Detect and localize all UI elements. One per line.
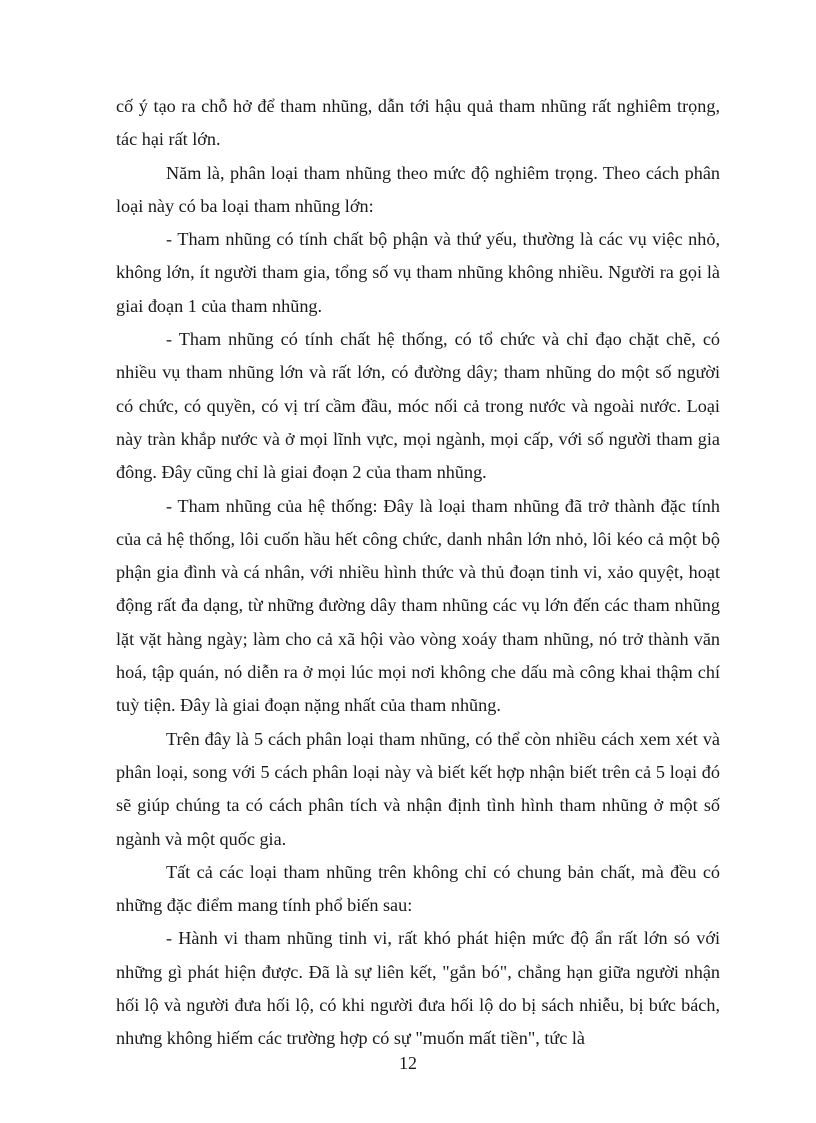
list-item: - Tham nhũng có tính chất bộ phận và thứ yếu, thường là các vụ việc nhỏ, không lớn, ít người tham gia, tổng số vụ tham nhũng không nhiều. Người ra gọi là giai đoạn 1 của tham nhũng.: [116, 229, 720, 316]
paragraph: Trên đây là 5 cách phân loại tham nhũng, có thể còn nhiều cách xem xét và phân loại, song với 5 cách phân loại này và biết kết hợp nhận biết trên cả 5 loại đó sẽ giúp chúng ta có cách phân tích và nhận định tình hình tham nhũng ở một số ngành và một quốc gia.: [116, 728, 720, 849]
list-item: - Tham nhũng có tính chất hệ thống, có tổ chức và chỉ đạo chặt chẽ, có nhiều vụ tham nhũng lớn và rất lớn, có đường dây; tham nhũng do một số người có chức, có quyền, có vị trí cầm đầu, móc nối cả trong nước và ngoài nước. Loại này tràn khắp nước và ở mọi lĩnh vực, mọi ngành, mọi cấp, với số người tham gia đông. Đây cũng chỉ là giai đoạn 2 của tham nhũng.: [116, 329, 720, 483]
paragraph: cố ý tạo ra chỗ hở để tham nhũng, dẫn tới hậu quả tham nhũng rất nghiêm trọng, tác hại rất lớn.: [116, 96, 720, 150]
body-text: [116, 90, 720, 1056]
page-number: 12: [399, 1053, 417, 1073]
paragraph: Năm là, phân loại tham nhũng theo mức độ nghiêm trọng. Theo cách phân loại này có ba loại tham nhũng lớn:: [116, 162, 720, 216]
list-item: - Hành vi tham nhũng tinh vi, rất khó phát hiện mức độ ẩn rất lớn só với những gì phát hiện được. Đã là sự liên kết, "gắn bó", chẳng hạn giữa người nhận hối lộ và người đưa hối lộ, có khi người đưa hối lộ do bị sách nhiễu, bị bức bách, nhưng không hiếm các trường hợp có sự "muốn mất tiền", tức là: [116, 928, 720, 1049]
paragraph: Tất cả các loại tham nhũng trên không chỉ có chung bản chất, mà đều có những đặc điểm mang tính phổ biến sau:: [116, 861, 720, 916]
list-item: - Tham nhũng của hệ thống: Đây là loại tham nhũng đã trở thành đặc tính của cả hệ thống, lôi cuốn hầu hết công chức, danh nhân lớn nhỏ, lôi kéo cả một bộ phận gia đình và cá nhân, với nhiều hình thức và thủ đoạn tinh vi, xảo quyệt, hoạt động rất đa dạng, từ những đường dây tham nhũng các vụ lớn đến các tham nhũng lặt vặt hàng ngày; làm cho cả xã hội vào vòng xoáy tham nhũng, nó trở thành văn hoá, tập quán, nó diễn ra ở mọi lúc mọi nơi không che dấu mà công khai thậm chí tuỳ tiện. Đây là giai đoạn nặng nhất của tham nhũng.: [116, 495, 720, 716]
